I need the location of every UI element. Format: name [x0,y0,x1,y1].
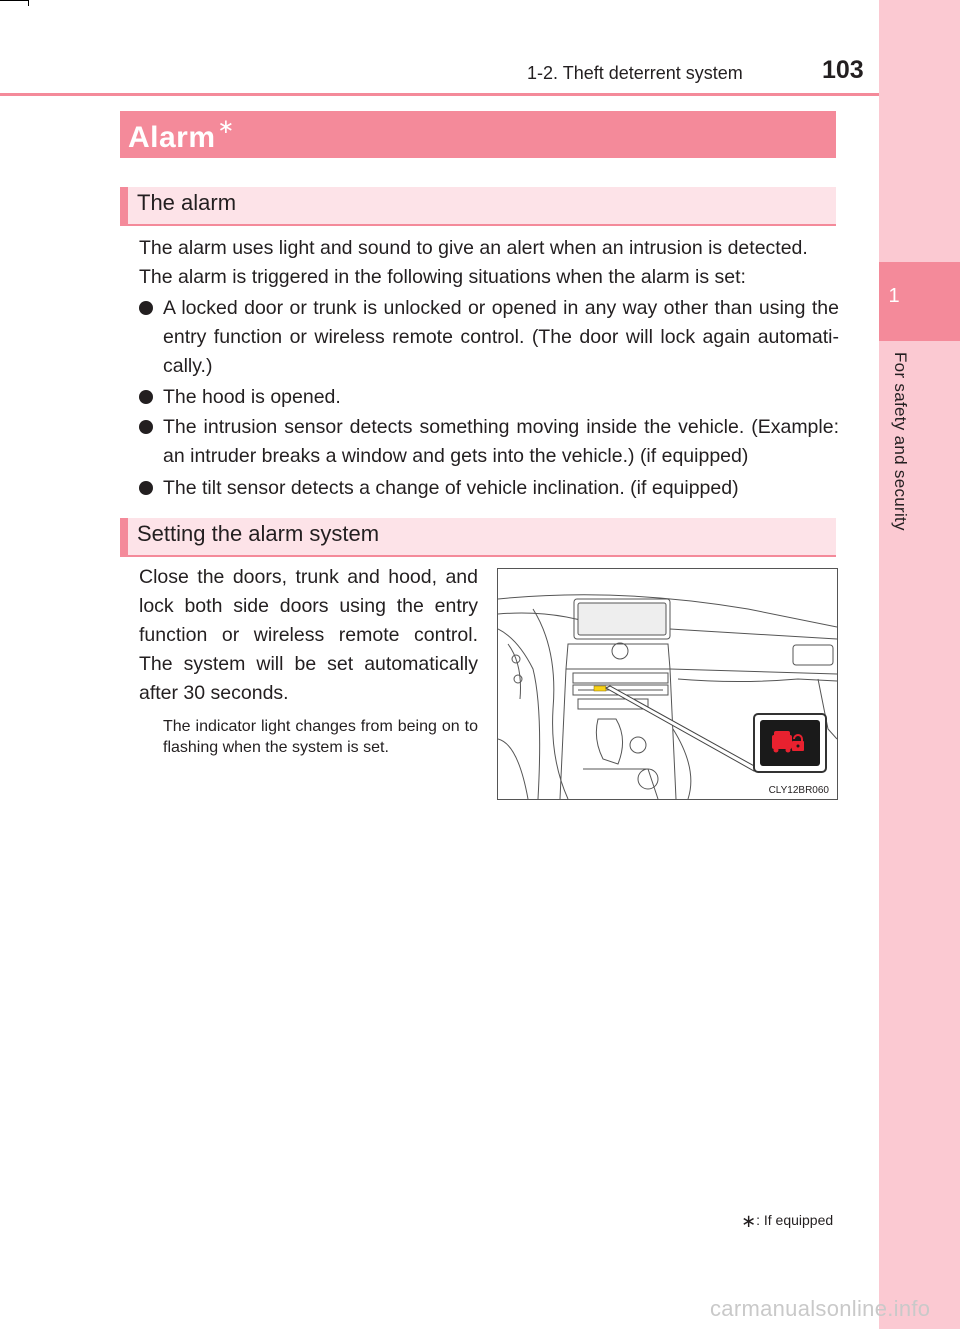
list-item [139,383,839,412]
bullet-icon [139,301,153,315]
footnote [741,1211,833,1232]
running-header: 1-2. Theft deterrent system [527,63,743,83]
list-item-text: The hood is opened. [163,386,341,408]
chapter-title: For safety and security [891,352,910,531]
dashboard-illustration [497,568,838,800]
page-number: 103 [822,56,864,84]
intro-paragraph-2: The alarm is triggered in the following situations when the alarm is set: [139,266,746,288]
bullet-icon [139,390,153,404]
title-text: Alarm [128,121,216,154]
indicator-led [594,686,606,691]
intro-paragraph-1: The alarm uses light and sound to give an alert when an intrusion is detected. [139,237,808,259]
figure-code: CLY12BR060 [768,785,829,796]
chapter-number: 1 [888,285,900,307]
subheading-the-alarm [120,187,836,226]
setting-paragraph: Close the doors, trunk and hood, and lock both side doors using the entry function or wireless remote control. The system will be set automatically after 30 seconds. [139,566,478,704]
crop-mark [0,0,28,1]
dashboard-drawing [498,569,837,799]
equipped-marker: ∗ [217,116,235,138]
crop-mark [28,0,29,6]
list-item-text: A locked door or trunk is unlocked or opened in any way other than using the entry function or wireless remote control. (The door will lock again automati-cally.) [163,297,839,377]
side-strip [879,0,960,1329]
list-item [139,294,839,381]
security-indicator-icon [772,731,804,753]
footnote-marker: ∗ [741,1211,757,1231]
bullet-icon [139,481,153,495]
list-item [139,474,839,503]
page-title [128,114,235,155]
subheading-setting-alarm [120,518,836,557]
subheading-text: Setting the alarm system [137,521,380,546]
subheading-bar [120,187,128,224]
header-rule [0,93,879,96]
list-item-text: The intrusion sensor detects something moving inside the vehicle. (Example: an intruder breaks a window and gets into the vehicle.) (if equipped) [163,416,839,467]
list-item-text: The tilt sensor detects a change of vehicle inclination. (if equipped) [163,477,739,499]
subheading-bar [120,518,128,555]
subheading-text: The alarm [137,190,237,215]
indicator-note: The indicator light changes from being on to flashing when the system is set. [163,718,478,756]
footnote-text: : If equipped [756,1212,834,1228]
bullet-icon [139,420,153,434]
list-item [139,413,839,471]
watermark: carmanualsonline.info [710,1296,931,1321]
